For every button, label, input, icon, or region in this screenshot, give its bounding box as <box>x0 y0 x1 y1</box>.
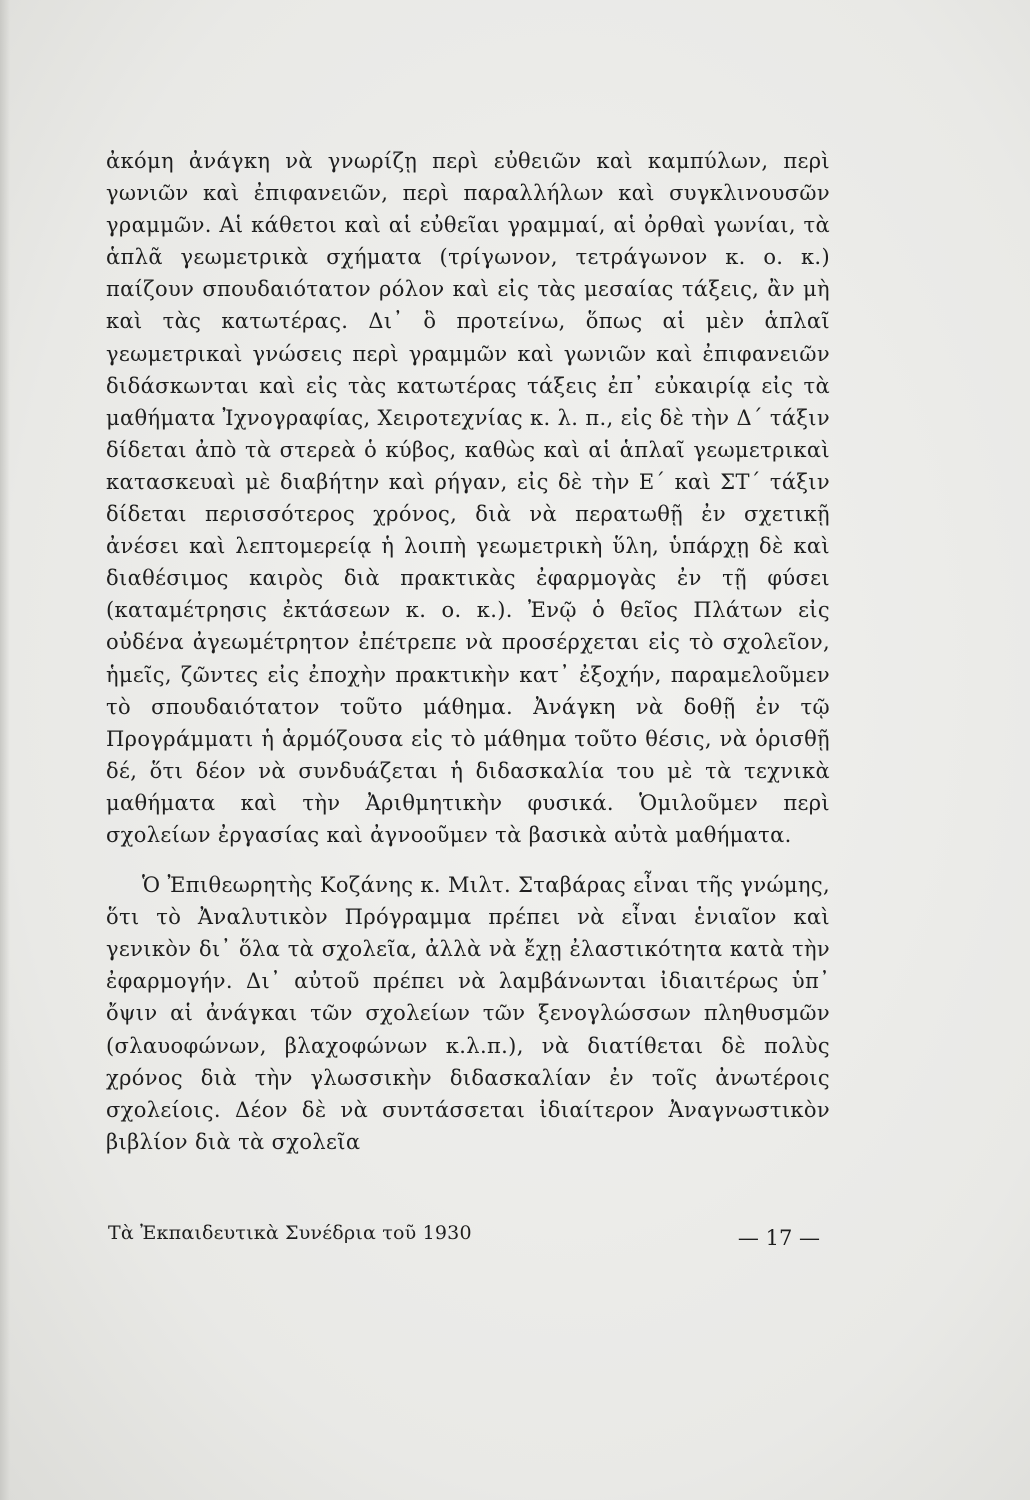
paragraph-2: Ὁ Ἐπιθεωρητὴς Κοζάνης κ. Μιλτ. Σταβάρας εἶναι τῆς γνώμης, ὅτι τὸ Ἀναλυτικὸν Πρόγραμμα πρέπει νὰ εἶναι ἑνιαῖον καὶ γενικὸν δι᾽ ὅλα τὰ σχολεῖα, ἀλλὰ νὰ ἔχῃ ἐλαστικότητα κατὰ τὴν ἐφαρμογήν. Δι᾽ αὐτοῦ πρέπει νὰ λαμβάνωνται ἰδιαιτέρως ὑπ᾽ ὄψιν αἱ ἀνάγκαι τῶν σχολείων τῶν ξενογλώσσων πληθυσμῶν (σλαυοφώνων, βλαχοφώνων κ.λ.π.), νὰ διατίθεται δὲ πολὺς χρόνος διὰ τὴν γλωσσικὴν διδασκαλίαν ἐν τοῖς ἀνωτέροις σχολείοις. Δέον δὲ νὰ συντάσσεται ἰδιαίτερον Ἀναγνωστικὸν βιβλίον διὰ τὰ σχολεῖα <box>106 873 830 1154</box>
running-footer-title: Τὰ Ἐκπαιδευτικὰ Συνέδρια τοῦ 1930 <box>108 1222 472 1244</box>
paragraph-1: ἀκόμη ἀνάγκη νὰ γνωρίζῃ περὶ εὐθειῶν καὶ καμπύλων, περὶ γωνιῶν καὶ ἐπιφανειῶν, περὶ παραλλήλων καὶ συγκλινουσῶν γραμμῶν. Αἱ κάθετοι καὶ αἱ εὐθεῖαι γραμμαί, αἱ ὀρθαὶ γωνίαι, τὰ ἁπλᾶ γεωμετρικὰ σχήματα (τρίγωνον, τετράγωνον κ. ο. κ.) παίζουν σπουδαιότατον ρόλον καὶ εἰς τὰς μεσαίας τάξεις, ἂν μὴ καὶ τὰς κατωτέρας. Δι᾽ ὃ προτείνω, ὅπως αἱ μὲν ἁπλαῖ γεωμετρικαὶ γνώσεις περὶ γραμμῶν καὶ γωνιῶν καὶ ἐπιφανειῶν διδάσκωνται καὶ εἰς τὰς κατωτέρας τάξεις ἐπ᾽ εὐκαιρίᾳ εἰς τὰ μαθήματα Ἰχνογραφίας, Χειροτεχνίας κ. λ. π., εἰς δὲ τὴν Δ΄ τάξιν δίδεται ἀπὸ τὰ στερεὰ ὁ κύβος, καθὼς καὶ αἱ ἁπλαῖ γεωμετρικαὶ κατασκευαὶ μὲ διαβήτην καὶ ρήγαν, εἰς δὲ τὴν Ε΄ καὶ ΣΤ΄ τάξιν δίδεται περισσότερος χρόνος, διὰ νὰ περατωθῇ ἐν σχετικῇ ἀνέσει καὶ λεπτομερείᾳ ἡ λοιπὴ γεωμετρικὴ ὕλη, ὑπάρχῃ δὲ καὶ διαθέσιμος καιρὸς διὰ πρακτικὰς ἐφαρμογὰς ἐν τῇ φύσει (καταμέτρησις ἐκτάσεων κ. ο. κ.). Ἐνῷ ὁ θεῖος Πλάτων εἰς οὐδένα ἀγεωμέτρητον ἐπέτρεπε νὰ προσέρχεται εἰς τὸ σχολεῖον, ἡμεῖς, ζῶντες εἰς ἐποχὴν πρακτικὴν κατ᾽ ἐξοχήν, παραμελοῦμεν τὸ σπουδαιότατον τοῦτο μάθημα. Ἀνάγκη νὰ δοθῇ ἐν τῷ Προγράμματι ἡ ἁρμόζουσα εἰς τὸ μάθημα τοῦτο θέσις, νὰ ὁρισθῇ δέ, ὅτι δέον νὰ συνδυάζεται ἡ διδασκαλία του μὲ τὰ τεχνικὰ μαθήματα καὶ τὴν Ἀριθμητικὴν φυσικά. Ὁμιλοῦμεν περὶ σχολείων ἐργασίας καὶ ἀγνοοῦμεν τὰ βασικὰ αὐτὰ μαθήματα. <box>106 149 830 847</box>
page-edge-shadow <box>0 0 10 1500</box>
body-text <box>106 145 830 1158</box>
page-footer <box>108 1222 832 1254</box>
page-number: — 17 — <box>737 1226 820 1250</box>
